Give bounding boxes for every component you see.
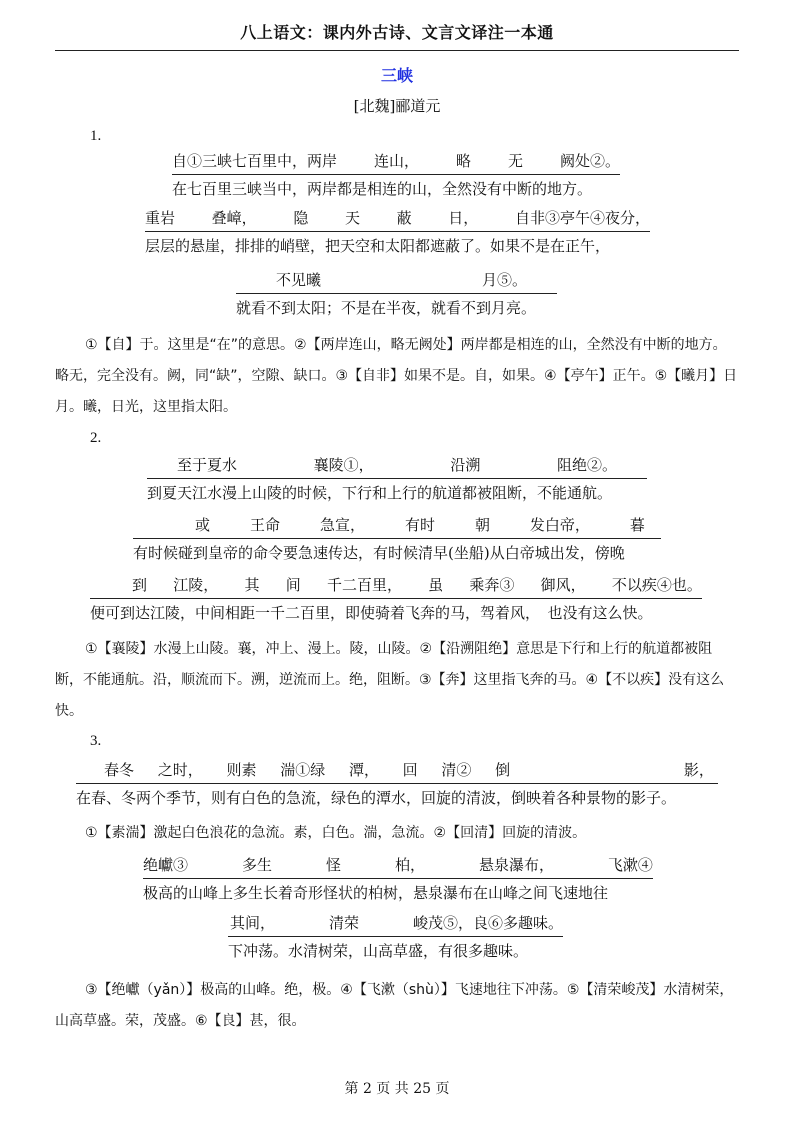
original-line (145, 208, 650, 232)
phrase: 清荣 (328, 914, 359, 932)
original-line (172, 151, 620, 175)
phrase: 悬泉瀑布， (478, 856, 554, 874)
phrase: 峻茂⑤，良⑥多趣味。 (412, 914, 563, 932)
original-line (133, 515, 661, 539)
verse-pair (143, 855, 653, 903)
original-line (90, 575, 702, 599)
phrase: 不以疾④也。 (611, 576, 702, 594)
phrase: 日， (448, 209, 479, 227)
phrase: 发白帝， (529, 516, 590, 534)
translation-line: 下冲荡。水清树荣，山高草盛，有很多趣味。 (228, 942, 529, 960)
section-number: 2. (90, 430, 102, 446)
phrase: 其间， (230, 914, 276, 932)
original-line (236, 270, 557, 294)
phrase: 略 (455, 152, 471, 170)
phrase: 王命 (249, 516, 280, 534)
phrase: 叠嶂， (211, 209, 257, 227)
phrase: 倒 (495, 761, 511, 779)
original-line (76, 760, 718, 784)
phrase: 虽 (428, 576, 444, 594)
phrase: 急宣， (319, 516, 365, 534)
section-number: 1. (90, 128, 102, 144)
phrase: 襄陵①， (313, 456, 374, 474)
phrase: 到 (132, 576, 148, 594)
translation-line: 层层的悬崖，排排的峭壁，把天空和太阳都遮蔽了。如果不是在正午， (145, 237, 611, 255)
phrase: 御风， (540, 576, 586, 594)
phrase: 绝巘③ (143, 856, 189, 874)
phrase: 朝 (474, 516, 490, 534)
section-number: 3. (90, 733, 102, 749)
annotation-note: ①【襄陵】水漫上山陵。襄，冲上、漫上。陵，山陵。②【沿溯阻绝】意思是下行和上行的航道都被阻断，不能通航。沿，顺流而下。溯，逆流而上。绝，阻断。③【奔】这里指飞奔的马。④【不以疾】没有这么快。 (55, 641, 725, 719)
original-line (228, 913, 563, 937)
phrase: 影， (683, 761, 714, 779)
verse-pair (228, 913, 563, 961)
translation-line: 便可到达江陵，中间相距一千二百里，即使骑着飞奔的马，驾着风， 也没有这么快。 (90, 604, 653, 622)
annotation-note: ③【绝巘（yǎn）】极高的山峰。绝，极。④【飞漱（shù）】飞速地往下冲荡。⑤【清荣峻茂】水清树荣，山高草盛。荣，茂盛。⑥【良】甚，很。 (55, 982, 734, 1029)
verse-pair (147, 455, 647, 503)
poem-title: 三峡 (380, 66, 413, 85)
phrase: 怪 (325, 856, 341, 874)
phrase: 之时， (157, 761, 203, 779)
phrase: 暮 (629, 516, 645, 534)
translation-line: 极高的山峰上多生长着奇形怪状的柏树，悬泉瀑布在山峰之间飞速地往 (143, 884, 609, 902)
translation-line: 有时候碰到皇帝的命令要急速传达，有时候清早(坐船)从白帝城出发，傍晚 (133, 544, 625, 562)
verse-pair (236, 270, 557, 318)
phrase: 则素 (226, 761, 257, 779)
page-footer: 第 2 页 共 25 页 (344, 1081, 450, 1097)
verse-pair (172, 151, 620, 199)
annotation-note: ①【素湍】激起白色浪花的急流。素，白色。湍，急流。②【回清】回旋的清波。 (85, 825, 587, 841)
phrase: 沿溯 (450, 456, 481, 474)
phrase: 隐 (293, 209, 309, 227)
verse-pair (90, 575, 702, 623)
phrase: 乘奔③ (469, 576, 515, 594)
verse-pair (145, 208, 650, 256)
phrase: 间 (285, 576, 301, 594)
phrase: 月⑤。 (481, 271, 527, 289)
phrase: 至于夏水 (177, 456, 238, 474)
translation-line: 就看不到太阳；不是在半夜，就看不到月亮。 (236, 299, 537, 317)
phrase: 天 (344, 209, 360, 227)
page-header: 八上语文：课内外古诗、文言文译注一本通 (240, 23, 554, 42)
phrase: 江陵， (173, 576, 219, 594)
phrase: 湍①绿 (280, 761, 326, 779)
translation-line: 在春、冬两个季节，则有白色的急流，绿色的潭水，回旋的清波，倒映着各种景物的影子。 (76, 789, 677, 807)
phrase: 清② (441, 761, 472, 779)
verse-pair (133, 515, 661, 563)
phrase: 柏， (394, 856, 425, 874)
phrase: 或 (195, 516, 211, 534)
phrase: 无 (507, 152, 523, 170)
translation-line: 在七百里三峡当中，两岸都是相连的山，全然没有中断的地方。 (172, 180, 593, 198)
header-rule (55, 50, 739, 51)
phrase: 多生 (241, 856, 272, 874)
original-line (143, 855, 653, 879)
phrase: 其 (244, 576, 260, 594)
phrase: 重岩 (145, 209, 176, 227)
phrase: 自非③亭午④夜分， (514, 209, 650, 227)
phrase: 连山， (373, 152, 419, 170)
phrase: 千二百里， (326, 576, 402, 594)
phrase: 飞漱④ (607, 856, 653, 874)
phrase: 不见曦 (276, 271, 322, 289)
phrase: 蔽 (396, 209, 412, 227)
phrase: 回 (402, 761, 418, 779)
phrase: 阙处②。 (559, 152, 620, 170)
phrase: 阻绝②。 (556, 456, 617, 474)
verse-pair (76, 760, 718, 808)
annotation-note: ①【自】于。这里是“在”的意思。②【两岸连山，略无阙处】两岸都是相连的山，全然没有中断的地方。略无，完全没有。阙，同“缺”，空隙、缺口。③【自非】如果不是。自，如果。④【亭午】正午。⑤【曦月】日月。曦，日光，这里指太阳。 (55, 337, 738, 415)
translation-line: 到夏天江水漫上山陵的时候，下行和上行的航道都被阻断，不能通航。 (147, 484, 613, 502)
phrase: 春冬 (104, 761, 135, 779)
original-line (147, 455, 647, 479)
poem-author: [北魏]郦道元 (353, 97, 441, 115)
phrase: 有时 (404, 516, 435, 534)
phrase: 潭， (348, 761, 379, 779)
phrase: 自①三峡七百里中，两岸 (172, 152, 338, 170)
